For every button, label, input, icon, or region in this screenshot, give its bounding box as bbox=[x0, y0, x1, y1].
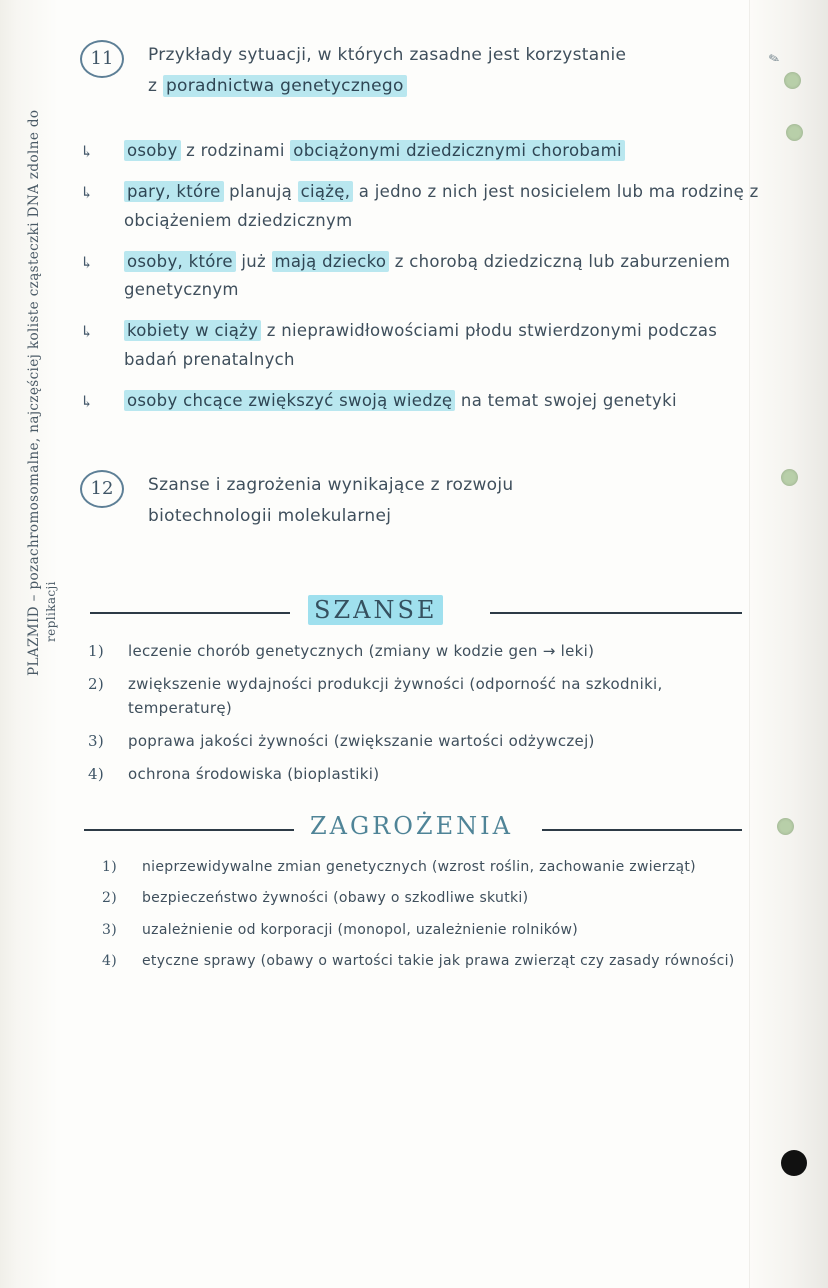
list-item-number: 2) bbox=[88, 674, 104, 693]
list-item bbox=[72, 387, 762, 416]
list-item bbox=[72, 919, 762, 941]
list-item-label: leczenie chorób genetycznych (zmiany w kodzie gen → leki) bbox=[128, 641, 595, 660]
list-item-label: poprawa jakości żywności (zwiększanie wartości odżywczej) bbox=[128, 731, 595, 750]
section-header-szanse bbox=[72, 595, 762, 629]
list-item-number: 3) bbox=[88, 731, 104, 750]
list-item bbox=[72, 639, 762, 663]
list-item bbox=[72, 248, 762, 306]
question-12-line2: biotechnologii molekularnej bbox=[148, 506, 392, 527]
question-11-line1: Przykłady sytuacji, w których zasadne jest korzystanie bbox=[148, 45, 627, 65]
list-item-segment: obciążonymi dziedzicznymi chorobami bbox=[290, 140, 625, 161]
divider-left bbox=[90, 612, 290, 614]
list-item-segment: już bbox=[235, 251, 272, 271]
section-header-zagrozenia bbox=[72, 812, 762, 846]
arrow-icon: ↳ bbox=[80, 141, 94, 161]
list-item-number: 3) bbox=[102, 921, 117, 938]
arrow-icon: ↳ bbox=[80, 252, 94, 272]
list-item-segment: osoby chcące zwiększyć swoją wiedzę bbox=[124, 390, 455, 411]
list-item-segment: ciążę, bbox=[298, 181, 354, 202]
divider-right bbox=[542, 829, 742, 831]
list-item-label: zwiększenie wydajności produkcji żywności (odporność na szkodniki, temperaturę) bbox=[128, 674, 663, 717]
list-item-segment: osoby bbox=[124, 140, 181, 161]
arrow-icon: ↳ bbox=[80, 182, 94, 202]
list-item bbox=[72, 178, 762, 236]
list-item-label: etyczne sprawy (obawy o wartości takie jak prawa zwierząt czy zasady równości) bbox=[142, 952, 735, 969]
list-item-label: nieprzewidywalne zmian genetycznych (wzrost roślin, zachowanie zwierząt) bbox=[142, 858, 696, 875]
list-item bbox=[72, 729, 762, 753]
list-item-number: 2) bbox=[102, 890, 117, 907]
list-item-number: 1) bbox=[102, 858, 117, 875]
divider-right bbox=[490, 612, 742, 614]
list-item bbox=[72, 950, 762, 972]
question-12-number: 12 bbox=[80, 470, 124, 508]
question-12-text bbox=[148, 470, 762, 533]
question-11-line2-highlight: poradnictwa genetycznego bbox=[163, 75, 407, 97]
binder-hole-icon bbox=[786, 124, 803, 141]
binder-hole-icon bbox=[784, 72, 801, 89]
black-dot-mark bbox=[781, 1150, 807, 1176]
section-title: ZAGROŻENIA bbox=[310, 811, 513, 840]
list-item-segment: planują bbox=[223, 181, 298, 201]
question-11-block bbox=[72, 40, 762, 103]
question-11-line2-prefix: z bbox=[148, 76, 158, 97]
list-item-segment: osoby, które bbox=[124, 251, 236, 272]
divider-left bbox=[84, 829, 294, 831]
page-content bbox=[72, 40, 762, 981]
margin-note-line2: replikacji bbox=[44, 581, 58, 642]
binder-hole-icon bbox=[777, 818, 794, 835]
margin-note bbox=[26, 109, 58, 676]
list-item-segment: z chorobą dziedziczną lub zaburzeniem genetycznym bbox=[124, 251, 731, 300]
list-item-segment: a jedno z nich jest nosicielem lub ma rodzinę z obciążeniem dziedzicznym bbox=[124, 181, 759, 230]
list-item-segment: na temat swojej genetyki bbox=[455, 391, 677, 410]
list-item bbox=[72, 317, 762, 375]
list-item-number: 4) bbox=[102, 952, 117, 969]
question-12-block bbox=[72, 470, 762, 533]
question-11-text bbox=[148, 40, 762, 103]
pen-scribble-icon: ✎ bbox=[767, 50, 782, 69]
list-item-segment: pary, które bbox=[124, 181, 224, 202]
question-11-number: 11 bbox=[80, 40, 124, 78]
arrow-icon: ↳ bbox=[80, 392, 94, 411]
list-item bbox=[72, 856, 762, 878]
section-title: SZANSE bbox=[308, 595, 443, 625]
list-item-number: 4) bbox=[88, 764, 104, 783]
list-item bbox=[72, 672, 762, 720]
list-item bbox=[72, 137, 762, 166]
margin-note-line1: PLAZMID – pozachromosomalne, najczęściej koliste cząsteczki DNA zdolne do bbox=[26, 109, 42, 676]
list-item bbox=[72, 887, 762, 909]
list-item bbox=[72, 762, 762, 786]
list-item-segment: kobiety w ciąży bbox=[124, 320, 261, 341]
list-item-label: ochrona środowiska (bioplastiki) bbox=[128, 764, 380, 783]
list-item-segment: z rodzinami bbox=[180, 140, 291, 160]
list-item-label: bezpieczeństwo żywności (obawy o szkodliwe skutki) bbox=[142, 890, 529, 907]
arrow-icon: ↳ bbox=[80, 322, 94, 342]
list-item-label: uzależnienie od korporacji (monopol, uzależnienie rolników) bbox=[142, 921, 579, 938]
question-12-line1: Szanse i zagrożenia wynikające z rozwoju bbox=[148, 474, 514, 495]
list-item-number: 1) bbox=[88, 641, 104, 660]
binder-hole-icon bbox=[781, 469, 798, 486]
list-item-segment: mają dziecko bbox=[272, 251, 390, 272]
question-11-line2 bbox=[148, 71, 762, 102]
list-item-segment: z nieprawidłowościami płodu stwierdzonymi podczas badań prenatalnych bbox=[124, 321, 718, 370]
